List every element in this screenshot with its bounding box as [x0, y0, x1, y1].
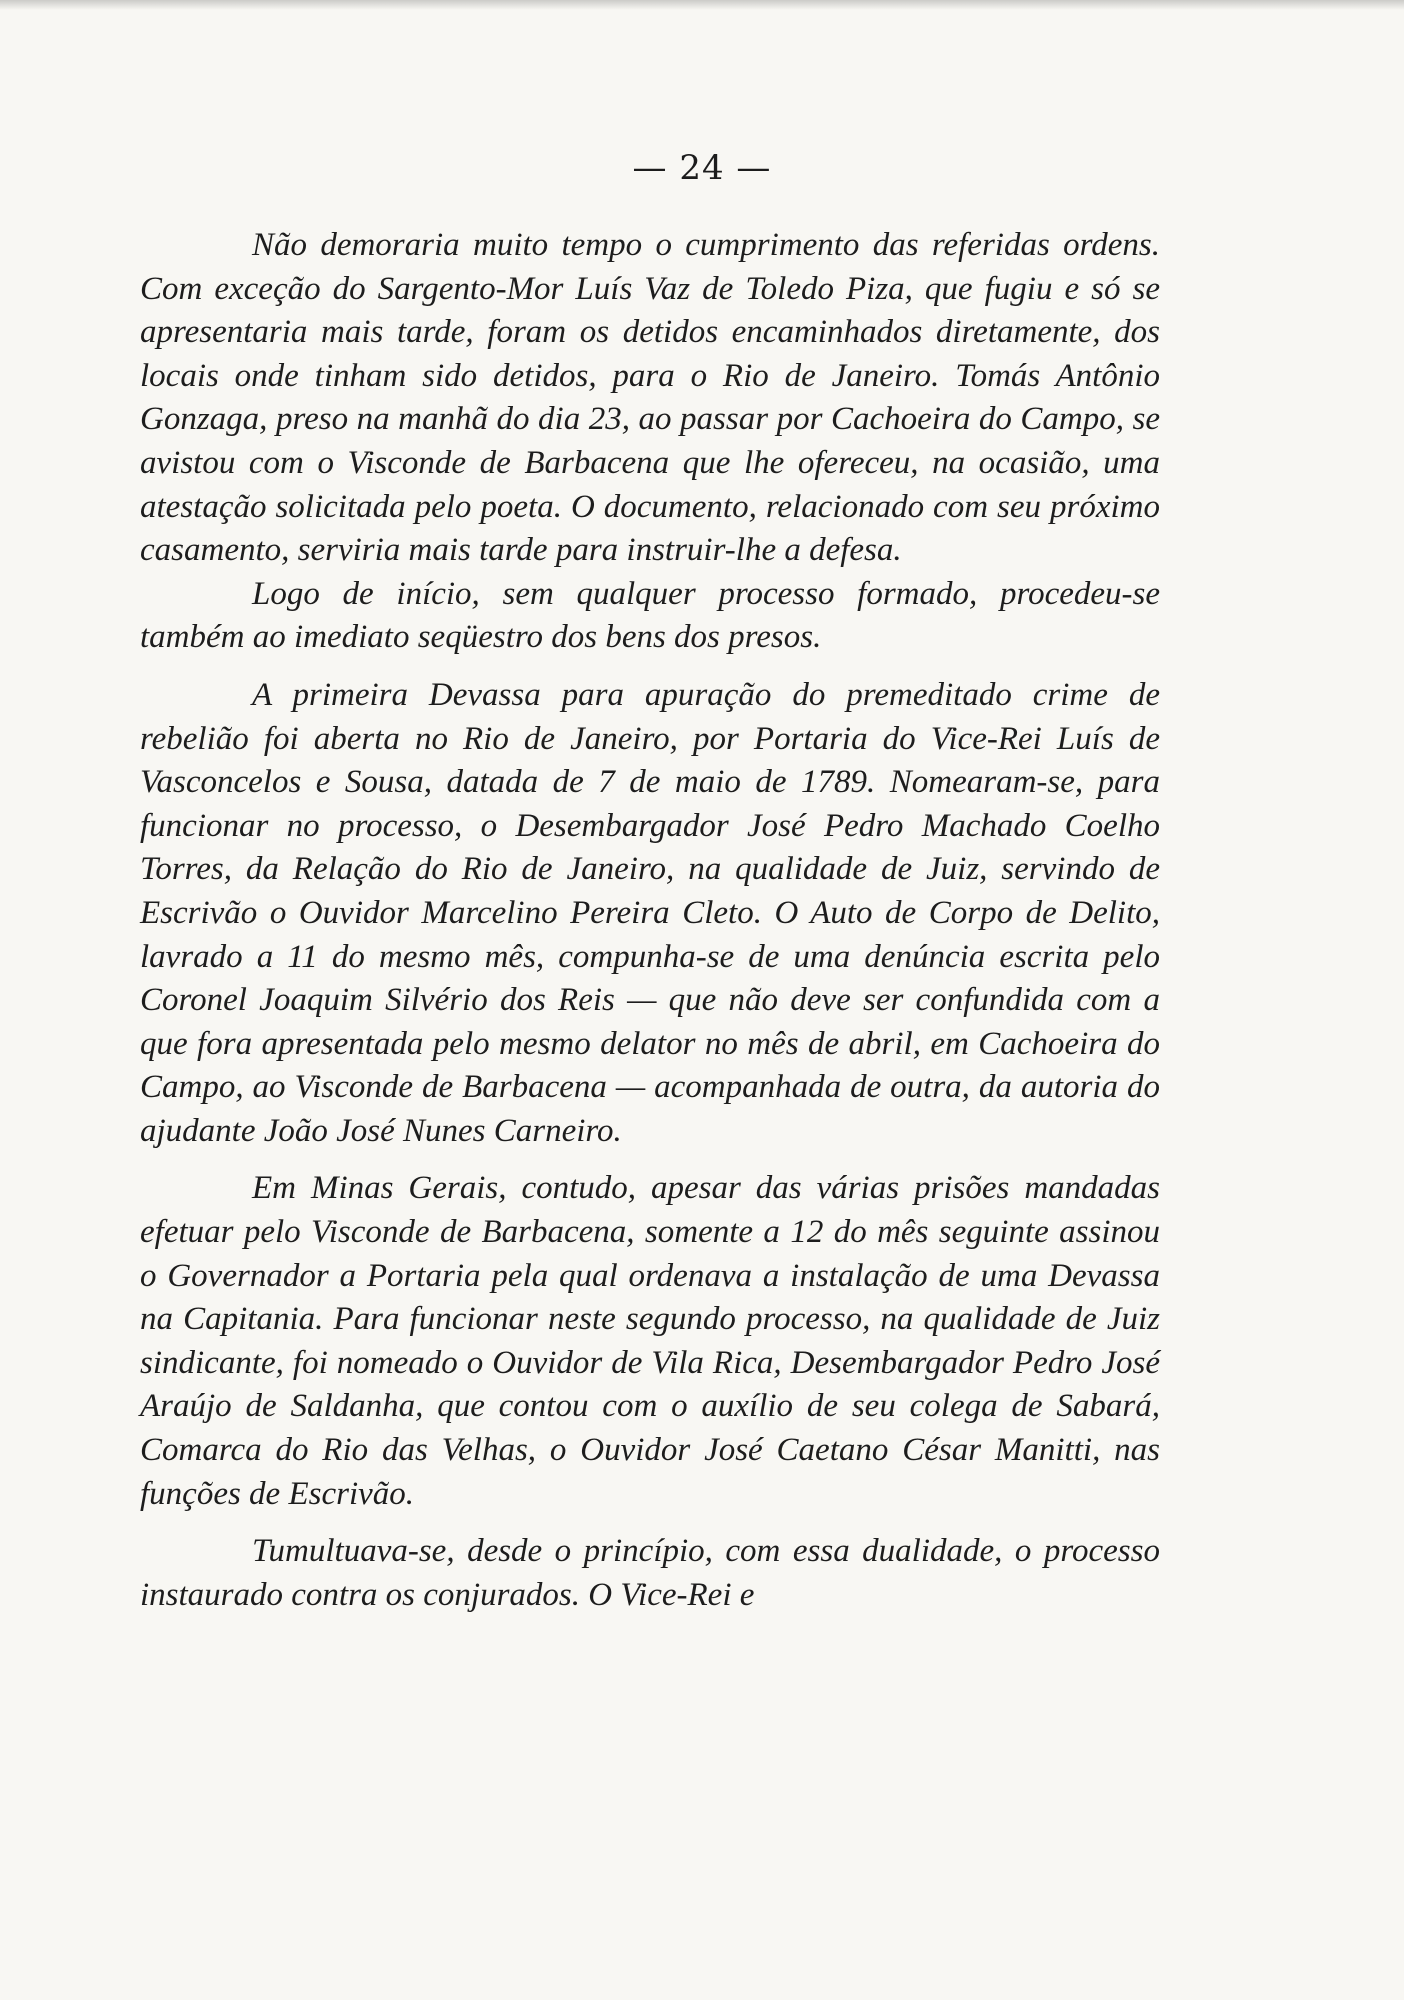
paragraph-3: A primeira Devassa para apuração do premeditado crime de rebelião foi aberta no Rio de Janeiro, por Portaria do Vice-Rei Luís de Vasconcelos e Sousa, datada de 7 de maio de 1789. Nomearam-se, para funcionar no processo, o Desembargador José Pedro Machado Coelho Torres, da Relação do Rio de Janeiro, na qualidade de Juiz, servindo de Escrivão o Ouvidor Marcelino Pereira Cleto. O Auto de Corpo de Delito, lavrado a 11 do mesmo mês, compunha-se de uma denúncia escrita pelo Coronel Joaquim Silvério dos Reis — que não deve ser confundida com a que fora apresentada pelo mesmo delator no mês de abril, em Cachoeira do Campo, ao Visconde de Barbacena — acompanhada de outra, da autoria do ajudante João José Nunes Carneiro. — [140, 676, 1160, 1149]
paragraph-5: Tumultuava-se, desde o princípio, com essa dualidade, o processo instaurado contra os conjurados. O Vice-Rei e — [140, 1533, 1160, 1613]
scan-edge-shadow — [0, 0, 1404, 10]
paragraph-4: Em Minas Gerais, contudo, apesar das várias prisões mandadas efetuar pelo Visconde de Barbacena, somente a 12 do mês seguinte assinou o Governador a Portaria pela qual ordenava a instalação de uma Devassa na Capitania. Para funcionar neste segundo processo, na qualidade de Juiz sindicante, foi nomeado o Ouvidor de Vila Rica, Desembargador Pedro José Araújo de Saldanha, que contou com o auxílio de seu colega de Sabará, Comarca do Rio das Velhas, o Ouvidor José Caetano César Manitti, nas funções de Escrivão. — [140, 1170, 1160, 1512]
body-text — [140, 224, 1160, 1617]
paragraph-1: Não demoraria muito tempo o cumprimento das referidas ordens. Com exceção do Sargento-Mor Luís Vaz de Toledo Piza, que fugiu e só se apresentaria mais tarde, foram os detidos encaminhados diretamente, dos locais onde tinham sido detidos, para o Rio de Janeiro. Tomás Antônio Gonzaga, preso na manhã do dia 23, ao passar por Cachoeira do Campo, se avistou com o Visconde de Barbacena que lhe ofereceu, na ocasião, uma atestação solicitada pelo poeta. O documento, relacionado com seu próximo casamento, serviria mais tarde para instruir-lhe a defesa. — [140, 227, 1160, 569]
paragraph-2: Logo de início, sem qualquer processo formado, procedeu-se também ao imediato seqüestro dos bens dos presos. — [140, 575, 1160, 656]
page-number: — 24 — — [632, 148, 772, 188]
